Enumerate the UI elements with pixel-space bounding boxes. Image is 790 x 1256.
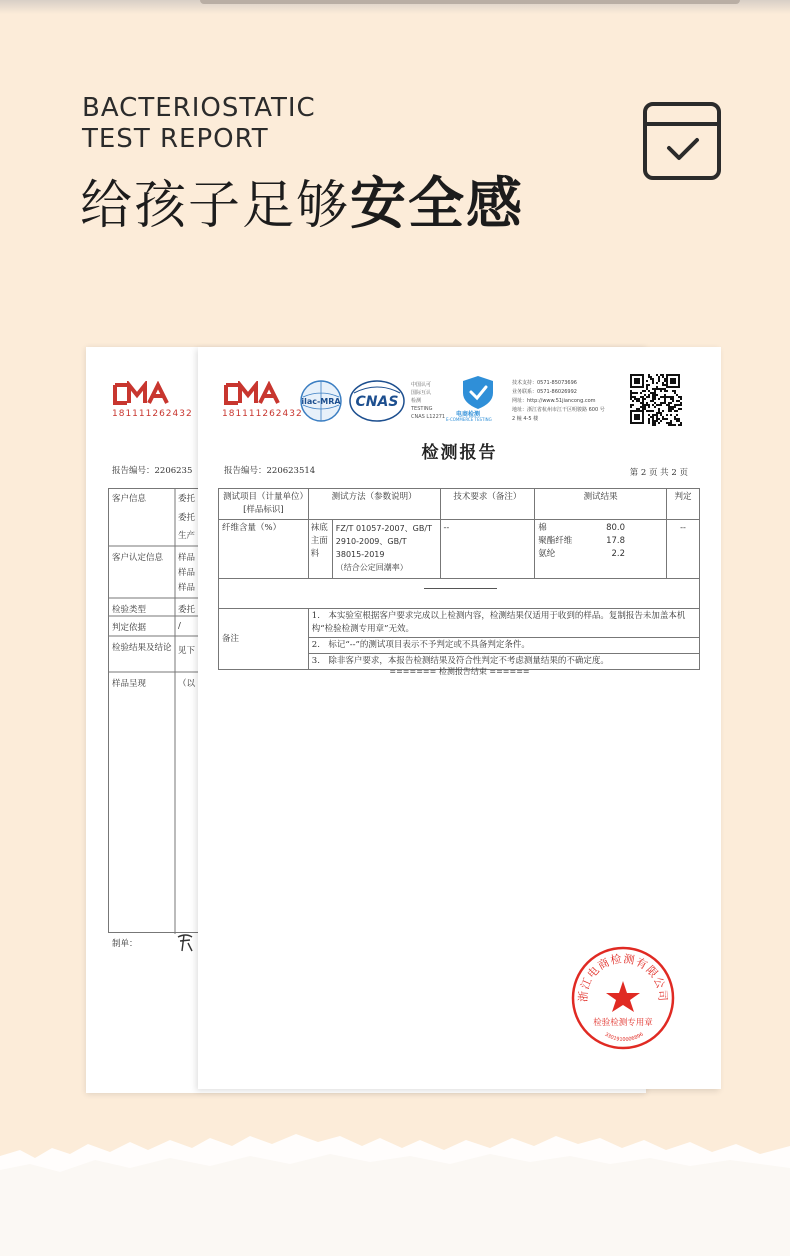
back-row-label: 客户信息 [112,494,147,504]
requirement: -- [440,520,535,579]
back-value: / [178,621,181,631]
note-item: 3. 除非客户要求，本报告检测结果及符合性判定不考虑测量结果的不确定度。 [311,656,609,666]
report-end-marker: ======= 检测报告结束 ====== [389,667,530,676]
contact-info: 技术支持：0571-85073696 业务联系：0571-86026992 网址：http://www.51jiancong.com 地址：浙江省杭州市江干区明骏路 600 号 2 幢 4-5 楼 [512,380,605,422]
back-value: 生产 [178,531,196,541]
back-value: 委托 [178,494,196,504]
cma-number: 181111262432 [222,409,303,419]
document-title: 检测报告 [421,443,498,463]
ecommerce-en-label: E-COMMERCE TESTING [446,417,492,422]
top-shadow [0,0,790,14]
english-title: BACTERIOSTATIC TEST REPORT [82,93,316,154]
header-cell: 测试结果 [535,489,667,520]
note-item: 2. 标记“--”的测试项目表示不予判定或不具备判定条件。 [309,638,699,654]
back-value: 样品 [178,553,196,563]
back-value: 委托 [178,513,196,523]
back-value: 委托 [178,605,196,615]
page-info: 第 2 页 共 2 页 [629,468,688,478]
report-number: 报告编号：220623514 [224,466,316,476]
signature [174,931,198,953]
cma-logo [111,381,181,407]
results-cell [535,520,667,579]
back-row-label: 检验结果及结论 [112,643,172,653]
cnas-text: CNAS [355,394,399,410]
svg-text:检验检测专用章: 检验检测专用章 [593,1018,653,1028]
accreditation-text: 中国认可 国际互认 检测 TESTING CNAS L12271 [411,382,446,420]
back-row-label: 检验类型 [112,605,147,615]
sample-part: 袜底主面料 [309,520,333,578]
notes-row [219,609,700,670]
cma-number: 181111262432 [112,409,193,419]
official-seal [570,945,676,1051]
ecommerce-label: 电商检测 [456,411,481,418]
note-item: 1. 本实验室根据客户要求完成以上检测内容，检测结果仅适用于收到的样品。复制报告未加盖本机构“检验检测专用章”无效。 [309,609,699,638]
back-row-label: 判定依据 [112,623,147,633]
ilac-text: ilac-MRA [301,397,341,406]
test-method: FZ/T 01057-2007、GB/T 2910-2009、GB/T 38015-2019 （结合公定回潮率） [335,524,432,572]
table-spacer-row [219,579,700,609]
cnas-logo [348,379,406,423]
svg-text:浙江电商检测有限公司: 浙江电商检测有限公司 [576,952,670,1003]
ilac-mra-logo [299,379,343,423]
back-row-label: 样品呈现 [112,679,147,689]
back-value: 样品 [178,568,196,578]
test-item: 纤维含量（%） [219,520,309,579]
back-value: 见下 [178,646,196,656]
cma-logo [222,381,292,407]
front-report-page [198,347,721,1089]
header-cell: 测试方法（参数说明） [308,489,440,520]
calendar-check-icon [643,102,721,180]
report-table [218,488,700,670]
header-cell: 判定 [667,489,700,520]
svg-text:3301910006896: 3301910006896 [603,1031,645,1044]
result-line: 氨纶 2.2 [538,549,626,559]
back-value: 样品 [178,583,196,593]
chinese-title: 给孩子足够安全感 [80,172,525,237]
maker-label: 制单： [112,939,138,949]
judgement: -- [667,520,700,579]
header-cell: 技术要求（备注） [440,489,535,520]
method-cell [308,520,440,579]
header-cell: 测试项目（计量单位）[样品标识] [219,489,309,520]
table-row [219,520,700,579]
back-row-label: 客户认定信息 [112,553,164,563]
table-header-row [219,489,700,520]
result-line: 聚酯纤维 17.8 [538,536,626,546]
result-line: 棉 80.0 [538,523,626,533]
notes-label: 备注 [219,609,309,670]
back-value: （以 [178,679,196,689]
qr-code [630,374,682,426]
torn-paper-edge [0,1130,790,1256]
notes-cell [308,609,699,670]
back-report-number: 报告编号：2206235 [112,466,193,476]
